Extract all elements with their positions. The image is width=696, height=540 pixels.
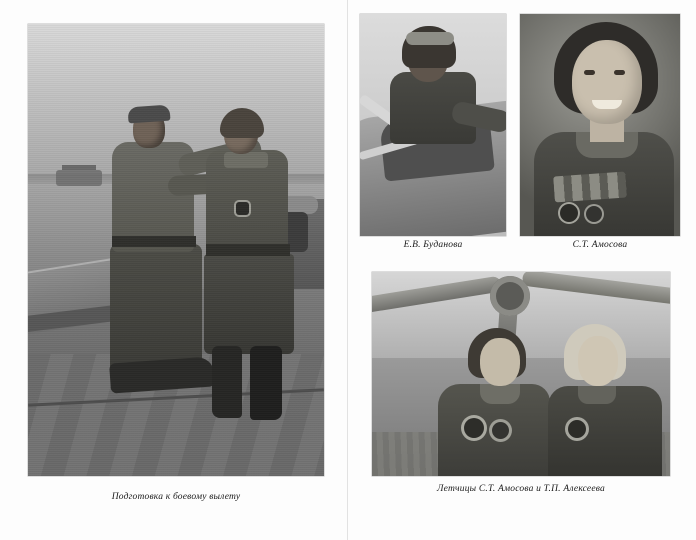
man-belt: [112, 236, 196, 247]
left-eye: [584, 70, 595, 75]
photo-budanova: [360, 14, 506, 236]
caption-amosova: С.Т. Амосова: [572, 240, 628, 250]
left-pilot-medal-1: [464, 418, 484, 438]
left-pilot-collar: [480, 384, 520, 404]
woman-medal: [236, 202, 249, 215]
caption-preflight: Подготовка к боевому вылету: [111, 492, 241, 502]
woman-collar: [224, 152, 268, 168]
left-pilot-medal-2: [492, 422, 509, 439]
face: [572, 40, 642, 124]
woman-skirt: [204, 254, 294, 354]
woman-belt: [206, 244, 290, 256]
left-pilot-face: [480, 338, 520, 386]
flight-goggles: [406, 32, 454, 45]
left-page: [0, 0, 347, 540]
woman-right-boot: [250, 346, 282, 420]
caption-budanova: Е.В. Буданова: [403, 240, 463, 250]
medal-ribbons: [553, 172, 627, 203]
photo-preflight: [28, 24, 324, 476]
order-badge-1: [560, 204, 578, 222]
propeller-hub: [490, 276, 530, 316]
caption-pilots: Летчицы С.Т. Амосова и Т.П. Алексеева: [437, 484, 605, 494]
photo-amosova: [520, 14, 680, 236]
order-badge-2: [586, 206, 602, 222]
right-pilot-face: [578, 336, 618, 386]
man-cap: [127, 105, 170, 124]
right-page: [348, 0, 696, 540]
smile: [592, 100, 622, 109]
photo-pilots: [372, 272, 670, 476]
right-eye: [614, 70, 625, 75]
right-pilot-collar: [578, 386, 616, 404]
man-legs: [110, 244, 202, 374]
right-pilot-medal: [568, 420, 586, 438]
distant-aircraft: [56, 170, 102, 186]
woman-left-boot: [212, 346, 242, 418]
